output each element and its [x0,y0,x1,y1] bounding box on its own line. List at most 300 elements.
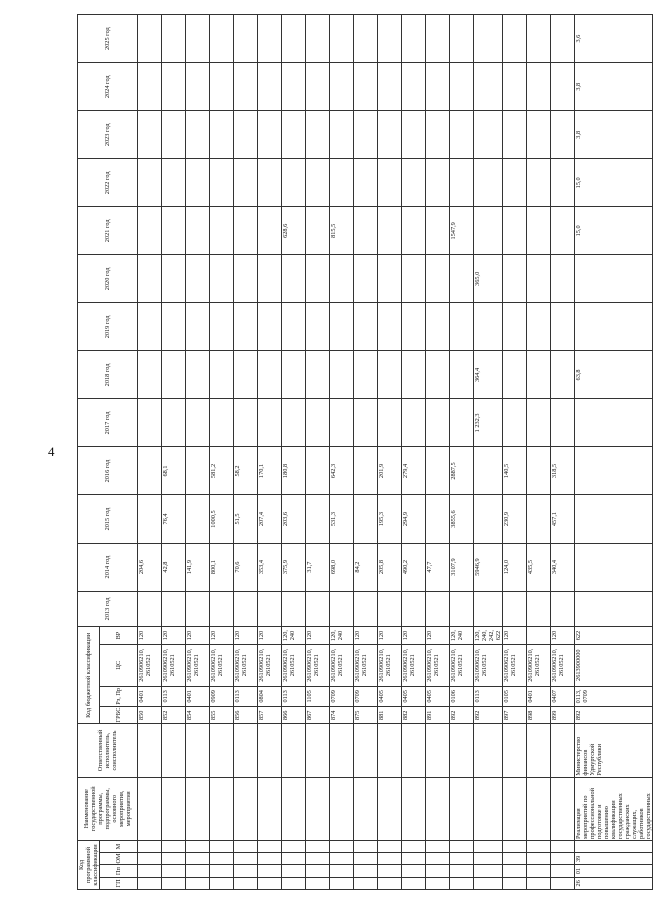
vr-cell: 120 [402,627,426,644]
gp-cell [551,877,575,889]
rzpr-cell: 0405 [402,686,426,706]
value-cell [210,63,234,111]
value-cell [474,63,503,111]
cs-cell: 2610906210, 2610521 [503,644,527,686]
value-cell [282,255,306,303]
table-row [330,15,354,890]
vr-cell: 120 [551,627,575,644]
grbs-cell: 856 [234,707,258,724]
rzpr-header: Рз, Пр [100,686,138,706]
value-cell [258,399,282,447]
gp-cell [234,877,258,889]
gp-cell [186,877,210,889]
value-cell [330,255,354,303]
value-cell [186,111,210,159]
value-cell: 279,4 [402,447,426,495]
value-cell [258,591,282,627]
value-cell: 140,5 [503,447,527,495]
value-cell [450,351,474,399]
value-cell: 457,1 [551,495,575,543]
value-cell [551,63,575,111]
vr-cell: 120 [234,627,258,644]
value-cell [527,351,551,399]
value-cell [330,591,354,627]
value-cell [474,111,503,159]
value-cell: 364,4 [474,351,503,399]
gp-cell [450,877,474,889]
rzpr-cell: 0401 [527,686,551,706]
name-cell [186,777,210,840]
value-cell [186,159,210,207]
table-row [474,15,503,890]
executor-cell [354,724,378,777]
grbs-cell: 850 [138,707,162,724]
value-cell: 375,9 [282,543,306,591]
vr-cell: 120 [354,627,378,644]
vr-cell: 120 [210,627,234,644]
value-cell: 68,1 [162,447,186,495]
name-cell [162,777,186,840]
vr-cell: 120 [306,627,330,644]
value-cell [186,207,210,255]
value-cell [402,255,426,303]
m-cell [575,840,653,852]
value-cell [575,255,653,303]
executor-cell [450,724,474,777]
om-cell [258,853,282,865]
value-cell [186,255,210,303]
name-cell [306,777,330,840]
executor-cell [474,724,503,777]
value-cell: 15,0 [575,159,653,207]
value-cell [258,303,282,351]
value-cell [551,303,575,351]
vr-cell [527,627,551,644]
value-cell [503,255,527,303]
value-cell [426,399,450,447]
table-row [450,15,474,890]
table-row [282,15,306,890]
value-cell [210,399,234,447]
executor-cell [426,724,450,777]
value-cell [186,63,210,111]
value-cell [330,63,354,111]
value-cell [426,111,450,159]
name-cell [258,777,282,840]
grbs-cell: 874 [330,707,354,724]
value-cell [527,159,551,207]
pp-cell [354,865,378,877]
value-cell [234,399,258,447]
year-2018-header: 2018 год [78,351,138,399]
value-cell [551,159,575,207]
gp-cell [306,877,330,889]
value-cell [258,15,282,63]
table-row [210,15,234,890]
value-cell [306,255,330,303]
cs-cell: 2610906210, 2610521 [527,644,551,686]
table-row [551,15,575,890]
value-cell [234,111,258,159]
value-cell [162,111,186,159]
value-cell: 207,4 [258,495,282,543]
value-cell [138,591,162,627]
rzpr-cell: 0113 [282,686,306,706]
gp-cell [210,877,234,889]
cs-cell: 2613900000 [575,644,653,686]
value-cell [186,447,210,495]
rzpr-cell: 0106 [450,686,474,706]
rzpr-cell: 0405 [378,686,402,706]
value-cell [426,63,450,111]
name-cell [234,777,258,840]
value-cell [527,303,551,351]
table-row [186,15,210,890]
year-2022-header: 2022 год [78,159,138,207]
year-2025-header: 2025 год [78,15,138,63]
om-cell: 39 [575,853,653,865]
value-cell [474,303,503,351]
value-cell [306,15,330,63]
rzpr-cell: 0113 [234,686,258,706]
value-cell [527,447,551,495]
cs-cell: 2610906210, 2610521 [450,644,474,686]
value-cell: 353,4 [258,543,282,591]
name-cell [474,777,503,840]
cs-cell: 2610906210, 2610521 [234,644,258,686]
value-cell [354,63,378,111]
value-cell [210,207,234,255]
pp-cell [138,865,162,877]
om-cell [162,853,186,865]
value-cell [378,399,402,447]
value-cell [575,303,653,351]
budget-table [77,14,653,890]
rzpr-cell: 0405 [426,686,450,706]
grbs-cell: 852 [162,707,186,724]
table-row [402,15,426,890]
executor-cell [402,724,426,777]
value-cell: 84,2 [354,543,378,591]
value-cell: 205,8 [378,543,402,591]
cs-cell: 2610906210, 2610521 [474,644,503,686]
value-cell [354,591,378,627]
table-row [527,15,551,890]
pp-cell [210,865,234,877]
table-row [138,15,162,890]
grbs-cell: 875 [354,707,378,724]
value-cell: 815,5 [330,207,354,255]
m-cell [330,840,354,852]
gp-cell [162,877,186,889]
cs-cell: 2610906210, 2610521 [282,644,306,686]
value-cell: 124,0 [503,543,527,591]
value-cell [575,591,653,627]
value-cell [527,15,551,63]
pp-cell [450,865,474,877]
value-cell [450,591,474,627]
value-cell [138,63,162,111]
table-row [378,15,402,890]
value-cell [210,303,234,351]
value-cell [306,591,330,627]
rzpr-cell: 0113 [162,686,186,706]
executor-cell [306,724,330,777]
value-cell: 294,9 [402,495,426,543]
executor-header: Ответственный исполнитель, соисполнитель [78,724,138,777]
executor-cell [186,724,210,777]
om-cell [138,853,162,865]
value-cell [306,207,330,255]
value-cell: 42,8 [162,543,186,591]
value-cell [402,111,426,159]
m-cell [210,840,234,852]
gp-cell [138,877,162,889]
value-cell [234,303,258,351]
grbs-cell: 857 [258,707,282,724]
value-cell: 51,5 [234,495,258,543]
vr-cell: 622 [575,627,653,644]
value-cell [162,63,186,111]
value-cell: 180,8 [282,447,306,495]
value-cell [138,207,162,255]
value-cell [426,591,450,627]
grbs-cell: 892 [450,707,474,724]
value-cell [258,351,282,399]
vr-cell: 120 [258,627,282,644]
pp-cell [258,865,282,877]
vr-cell: 120 [138,627,162,644]
pp-cell [474,865,503,877]
value-cell: 3107,9 [450,543,474,591]
value-cell [330,159,354,207]
value-cell: 318,5 [551,447,575,495]
table-row [258,15,282,890]
value-cell: 2887,5 [450,447,474,495]
value-cell [378,63,402,111]
year-2014-header: 2014 год [78,543,138,591]
cs-cell: 2610906210, 2610521 [378,644,402,686]
vr-cell: 120 [426,627,450,644]
cs-cell: 2610906210, 2610521 [426,644,450,686]
value-cell [378,159,402,207]
cs-cell: 2610906210, 2610521 [330,644,354,686]
grbs-cell: 891 [426,707,450,724]
value-cell [354,159,378,207]
om-cell [354,853,378,865]
value-cell [282,303,306,351]
value-cell [474,447,503,495]
value-cell [527,63,551,111]
m-cell [162,840,186,852]
value-cell [450,111,474,159]
m-cell [426,840,450,852]
cs-cell: 2610906210, 2610521 [551,644,575,686]
value-cell [306,303,330,351]
value-cell: 204,6 [138,543,162,591]
value-cell [450,63,474,111]
value-cell [306,447,330,495]
value-cell [402,15,426,63]
grbs-cell: 892 [575,707,653,724]
value-cell [138,399,162,447]
value-cell: 1547,9 [450,207,474,255]
rzpr-cell: 0804 [258,686,282,706]
value-cell [282,111,306,159]
executor-cell [234,724,258,777]
value-cell: 170,1 [258,447,282,495]
pp-cell [282,865,306,877]
value-cell [378,303,402,351]
value-cell: 531,3 [330,495,354,543]
name-cell [378,777,402,840]
cs-cell: 2610906210, 2610521 [162,644,186,686]
name-cell [527,777,551,840]
value-cell [474,495,503,543]
vr-cell: 120, 240 [330,627,354,644]
vr-cell: 120, 240 [282,627,306,644]
gp-cell [426,877,450,889]
value-cell [234,207,258,255]
gp-cell [330,877,354,889]
value-cell: 3,8 [575,63,653,111]
cs-cell: 2610906210, 2610521 [306,644,330,686]
value-cell [551,399,575,447]
table-body [138,15,653,890]
name-cell [426,777,450,840]
value-cell [162,351,186,399]
value-cell [402,351,426,399]
year-2019-header: 2019 год [78,303,138,351]
value-cell [306,159,330,207]
gp-header: ГП [100,877,138,889]
pp-cell [234,865,258,877]
cs-cell: 2610906210, 2610521 [402,644,426,686]
name-header: Наименование государственной программы, подпрограммы, основного мероприятия, мероприятия [78,777,138,840]
value-cell: 47,7 [426,543,450,591]
value-cell [551,15,575,63]
om-cell [551,853,575,865]
value-cell [527,591,551,627]
value-cell [503,111,527,159]
grbs-cell: 867 [306,707,330,724]
m-cell [282,840,306,852]
om-cell [306,853,330,865]
value-cell [575,399,653,447]
value-cell [306,399,330,447]
gp-cell [527,877,551,889]
value-cell [354,351,378,399]
value-cell [210,159,234,207]
value-cell: 628,6 [282,207,306,255]
om-cell [378,853,402,865]
value-cell: 203,6 [282,495,306,543]
m-cell [450,840,474,852]
vr-cell: 120 [503,627,527,644]
value-cell [402,63,426,111]
table-row [234,15,258,890]
value-cell [282,351,306,399]
value-cell [330,303,354,351]
budget-code-header: Код бюджетной классификации [78,627,100,724]
m-cell [186,840,210,852]
value-cell [551,255,575,303]
value-cell [354,447,378,495]
value-cell [551,111,575,159]
value-cell [354,255,378,303]
gp-cell: 26 [575,877,653,889]
year-2023-header: 2023 год [78,111,138,159]
cs-cell: 2610906210, 2610521 [258,644,282,686]
value-cell: 58,2 [234,447,258,495]
pp-cell [186,865,210,877]
vr-header: ВР [100,627,138,644]
value-cell [503,591,527,627]
value-cell: 3855,6 [450,495,474,543]
vr-cell: 120, 240, 242, 622 [474,627,503,644]
value-cell [330,15,354,63]
value-cell [503,399,527,447]
rzpr-cell: 0407 [551,686,575,706]
executor-cell [378,724,402,777]
value-cell [186,495,210,543]
year-2017-header: 2017 год [78,399,138,447]
cs-cell: 2610906210, 2610521 [138,644,162,686]
value-cell [282,159,306,207]
value-cell [426,351,450,399]
om-cell [282,853,306,865]
value-cell: 1000,5 [210,495,234,543]
value-cell [450,15,474,63]
om-header: ОМ [100,853,138,865]
value-cell [527,207,551,255]
value-cell [527,111,551,159]
value-cell [282,591,306,627]
name-cell [282,777,306,840]
value-cell: 1 232,3 [474,399,503,447]
value-cell [258,111,282,159]
value-cell [282,15,306,63]
value-cell [162,15,186,63]
gp-cell [402,877,426,889]
value-cell [527,399,551,447]
om-cell [402,853,426,865]
value-cell [138,447,162,495]
value-cell [138,351,162,399]
name-cell [354,777,378,840]
value-cell [474,159,503,207]
grbs-header: ГРБС [100,707,138,724]
year-2024-header: 2024 год [78,63,138,111]
pp-cell [551,865,575,877]
value-cell [503,159,527,207]
year-2015-header: 2015 год [78,495,138,543]
value-cell [426,207,450,255]
value-cell: 15,0 [575,207,653,255]
executor-cell [330,724,354,777]
table-row [503,15,527,890]
value-cell: 201,9 [378,447,402,495]
value-cell: 800,1 [210,543,234,591]
name-cell [330,777,354,840]
m-cell [354,840,378,852]
pp-cell [162,865,186,877]
value-cell [378,111,402,159]
grbs-cell: 854 [186,707,210,724]
value-cell [450,399,474,447]
value-cell [330,351,354,399]
vr-cell: 120 [378,627,402,644]
